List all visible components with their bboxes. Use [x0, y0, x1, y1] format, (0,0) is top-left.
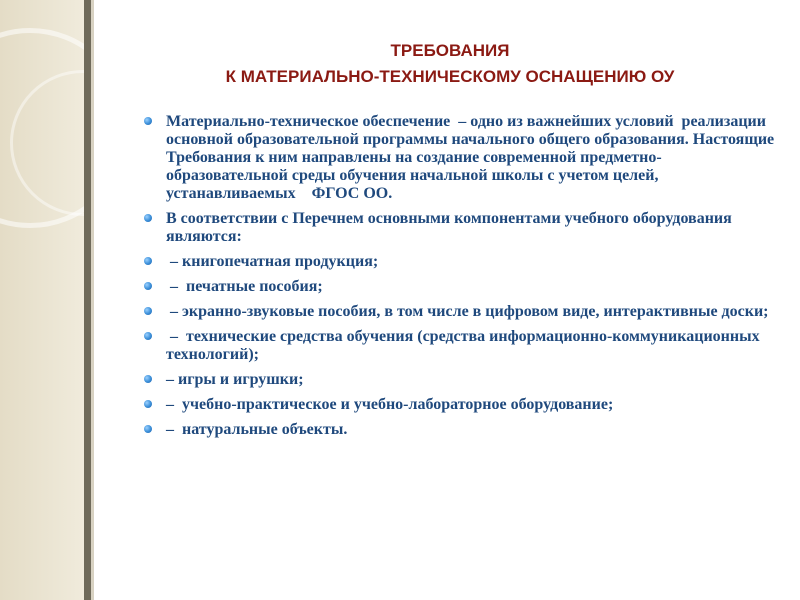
- bullet-text: Материально-техническое обеспечение – одно из важнейших условий реализации основной образовательной программы начального общего образования. Настоящие Требования к ним направлены на создание современной предметно-образовательной среды обучения начальной школы с учетом целей, устанавливаемых ФГОС ОО.: [166, 113, 779, 202]
- bullet-text: – книгопечатная продукция;: [166, 253, 379, 270]
- bullet-text: – печатные пособия;: [166, 278, 323, 295]
- bullet-dot-icon: [144, 400, 152, 408]
- bullet-item: [140, 421, 780, 439]
- slide-title: [100, 38, 800, 90]
- bullet-dot-icon: [144, 332, 152, 340]
- bullet-item: [140, 113, 780, 203]
- bullet-item: [140, 396, 780, 414]
- bullet-text: – натуральные объекты.: [166, 421, 348, 438]
- bullet-dot-icon: [144, 117, 152, 125]
- bullet-dot-icon: [144, 375, 152, 383]
- bullet-dot-icon: [144, 307, 152, 315]
- bullet-text: В соответствии с Перечнем основными компонентами учебного оборудования являются:: [166, 210, 736, 245]
- bullet-dot-icon: [144, 257, 152, 265]
- bullet-text: – игры и игрушки;: [166, 371, 304, 388]
- title-line-1: ТРЕБОВАНИЯ: [390, 41, 510, 60]
- decorative-side-panel: [0, 0, 84, 600]
- bullet-item: [140, 371, 780, 389]
- bullet-text: – учебно-практическое и учебно-лабораторное оборудование;: [166, 396, 614, 413]
- bullet-dot-icon: [144, 214, 152, 222]
- title-line-2: К МАТЕРИАЛЬНО-ТЕХНИЧЕСКОМУ ОСНАЩЕНИЮ ОУ: [225, 67, 675, 86]
- bullet-item: [140, 278, 780, 296]
- bullet-dot-icon: [144, 425, 152, 433]
- side-divider-highlight: [91, 0, 94, 600]
- side-divider: [84, 0, 91, 600]
- bullet-list: [140, 113, 780, 446]
- bullet-item: [140, 253, 780, 271]
- bullet-item: [140, 328, 780, 364]
- bullet-item: [140, 210, 780, 246]
- bullet-dot-icon: [144, 282, 152, 290]
- bullet-item: [140, 303, 780, 321]
- bullet-text: – экранно-звуковые пособия, в том числе в цифровом виде, интерактивные доски;: [166, 303, 769, 320]
- bullet-text: – технические средства обучения (средства информационно-коммуникационных технологий);: [166, 328, 764, 363]
